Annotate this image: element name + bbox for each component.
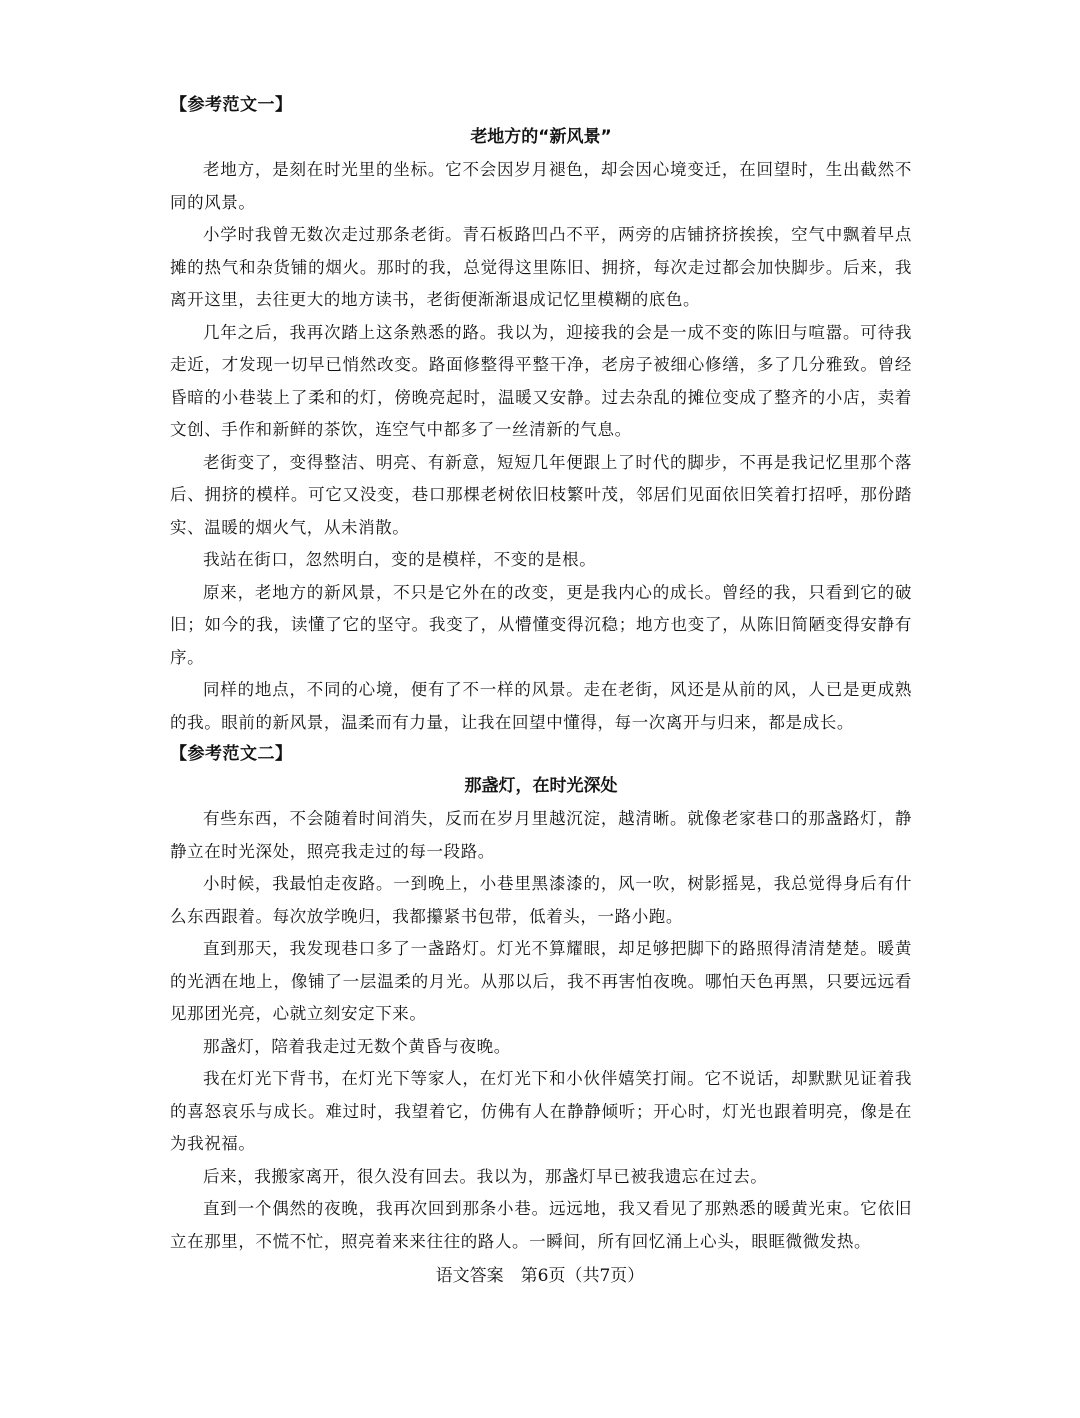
essay2-label: 【参考范文二】 bbox=[170, 744, 293, 764]
essay2-paragraph-5: 我在灯光下背书，在灯光下等家人，在灯光下和小伙伴嬉笑打闹。它不说话，却默默见证着我的喜怒哀乐与成长。难过时，我望着它，仿佛有人在静静倾听；开心时，灯光也跟着明亮，像是在为我祝福。 bbox=[170, 1069, 912, 1153]
essay2-paragraph-1: 有些东西，不会随着时间消失，反而在岁月里越沉淀，越清晰。就像老家巷口的那盏路灯，静静立在时光深处，照亮我走过的每一段路。 bbox=[170, 809, 912, 861]
essay1-label: 【参考范文一】 bbox=[170, 95, 293, 115]
essay2-paragraph-6: 后来，我搬家离开，很久没有回去。我以为，那盏灯早已被我遗忘在过去。 bbox=[203, 1166, 768, 1186]
essay1-paragraph-2: 小学时我曾无数次走过那条老街。青石板路凹凸不平，两旁的店铺挤挤挨挨，空气中飘着早点摊的热气和杂货铺的烟火。那时的我，总觉得这里陈旧、拥挤，每次走过都会加快脚步。后来，我离开这里，去往更大的地方读书，老街便渐渐退成记忆里模糊的底色。 bbox=[170, 225, 912, 309]
essay2-paragraph-7: 直到一个偶然的夜晚，我再次回到那条小巷。远远地，我又看见了那熟悉的暖黄光束。它依旧立在那里，不慌不忙，照亮着来来往往的路人。一瞬间，所有回忆涌上心头，眼眶微微发热。 bbox=[170, 1199, 912, 1251]
essay2-title: 那盏灯，在时光深处 bbox=[464, 776, 618, 796]
essay1-paragraph-7: 同样的地点，不同的心境，便有了不一样的风景。走在老街，风还是从前的风，人已是更成熟的我。眼前的新风景，温柔而有力量，让我在回望中懂得，每一次离开与归来，都是成长。 bbox=[170, 680, 912, 732]
essay1-paragraph-1: 老地方，是刻在时光里的坐标。它不会因岁月褪色，却会因心境变迁，在回望时，生出截然不同的风景。 bbox=[170, 160, 912, 212]
page-footer: 语文答案 第6页（共7页） bbox=[435, 1266, 645, 1286]
page-content bbox=[170, 90, 912, 1258]
essay2-paragraph-4: 那盏灯，陪着我走过无数个黄昏与夜晚。 bbox=[203, 1036, 511, 1056]
essay1-title: 老地方的“新风景” bbox=[470, 127, 612, 147]
essay2-paragraph-2: 小时候，我最怕走夜路。一到晚上，小巷里黑漆漆的，风一吹，树影摇晃，我总觉得身后有什么东西跟着。每次放学晚归，我都攥紧书包带，低着头，一路小跑。 bbox=[170, 874, 912, 926]
essay1-paragraph-4: 老街变了，变得整洁、明亮、有新意，短短几年便跟上了时代的脚步，不再是我记忆里那个落后、拥挤的模样。可它又没变，巷口那棵老树依旧枝繁叶茂，邻居们见面依旧笑着打招呼，那份踏实、温暖的烟火气，从未消散。 bbox=[170, 452, 912, 537]
essay1-paragraph-6: 原来，老地方的新风景，不只是它外在的改变，更是我内心的成长。曾经的我，只看到它的破旧；如今的我，读懂了它的坚守。我变了，从懵懂变得沉稳；地方也变了，从陈旧简陋变得安静有序。 bbox=[170, 582, 912, 667]
essay1-paragraph-5: 我站在街口，忽然明白，变的是模样，不变的是根。 bbox=[203, 550, 597, 569]
essay2-paragraph-3: 直到那天，我发现巷口多了一盏路灯。灯光不算耀眼，却足够把脚下的路照得清清楚楚。暖黄的光洒在地上，像铺了一层温柔的月光。从那以后，我不再害怕夜晚。哪怕天色再黑，只要远远看见那团光亮，心就立刻安定下来。 bbox=[170, 939, 912, 1023]
essay1-paragraph-3: 几年之后，我再次踏上这条熟悉的路。我以为，迎接我的会是一成不变的陈旧与喧嚣。可待我走近，才发现一切早已悄然改变。路面修整得平整干净，老房子被细心修缮，多了几分雅致。曾经昏暗的小巷装上了柔和的灯，傍晚亮起时，温暖又安静。过去杂乱的摊位变成了整齐的小店，卖着文创、手作和新鲜的茶饮，连空气中都多了一丝清新的气息。 bbox=[170, 322, 912, 439]
